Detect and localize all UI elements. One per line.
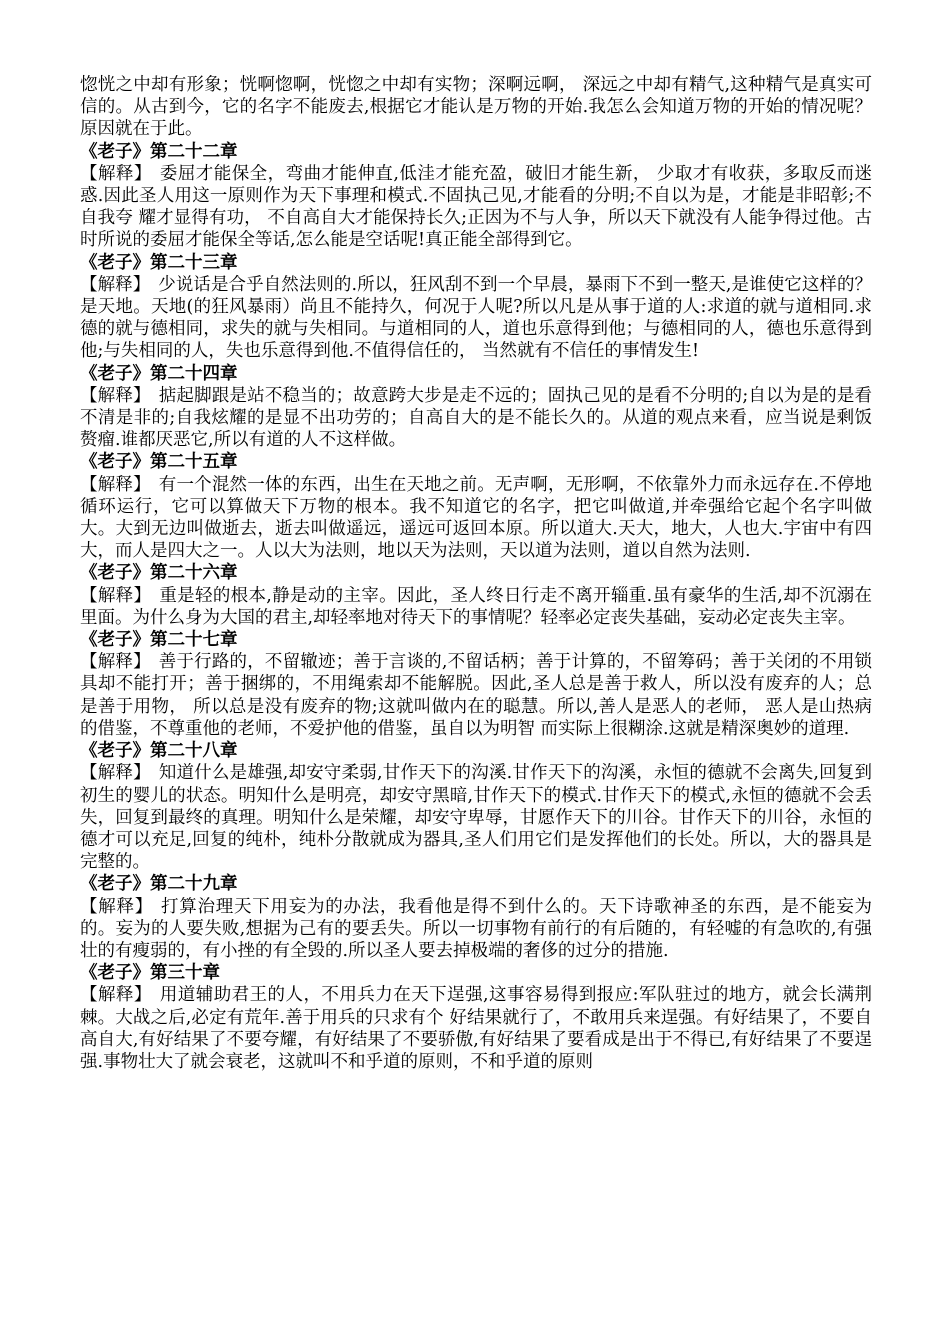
explanation-label: 【解释】 [80,585,152,606]
intro-paragraph: 惚恍之中却有形象；恍啊惚啊，恍惚之中却有实物；深啊远啊， 深远之中却有精气,这种精气是真实可信的。从古到今，它的名字不能废去,根据它才能认是万物的开始.我怎么会知道万物的开始的情况呢？原因就在于此。 [80,75,872,140]
explanation-label: 【解释】 [80,763,151,784]
explanation-label: 【解释】 [80,385,151,406]
chapter-title: 《老子》第二十六章 [80,563,238,584]
chapter-explanation [80,474,872,563]
chapter-26 [80,562,872,629]
chapter-explanation [80,274,872,363]
chapter-30 [80,962,872,1073]
explanation-text: 打算治理天下用妄为的办法，我看他是得不到什么的。天下诗歌神圣的东西，是不能妄为的。妄为的人要失败,想据为己有的要丢失。所以一切事物有前行的有后随的，有轻嘘的有急吹的,有强壮的有瘦弱的，有小挫的有全毁的.所以圣人要去掉极端的奢侈的过分的措施. [80,896,872,961]
explanation-text: 重是轻的根本,静是动的主宰。因此，圣人终日行走不离开辎重.虽有豪华的生活,却不沉溺在里面。为什么身为大国的君主,却轻率地对待天下的事情呢？轻率必定丧失基础，妄动必定丧失主宰。 [80,585,873,628]
chapter-29 [80,873,872,962]
chapter-22 [80,141,872,252]
chapter-explanation [80,762,872,873]
explanation-text: 少说话是合乎自然法则的.所以，狂风刮不到一个早晨，暴雨下不到一整天,是谁使它这样的？是天地。天地(的狂风暴雨）尚且不能持久，何况于人呢?所以凡是从事于道的人:求道的就与道相同.求德的就与德相同，求失的就与失相同。与道相同的人，道也乐意得到他；与德相同的人，德也乐意得到他;与失相同的人，失也乐意得到他.不值得信任的， 当然就有不信任的事情发生! [80,274,873,362]
chapter-title: 《老子》第二十四章 [80,363,238,384]
explanation-label: 【解释】 [80,474,151,495]
chapter-explanation [80,651,872,740]
explanation-text: 知道什么是雄强,却安守柔弱,甘作天下的沟溪.甘作天下的沟溪，永恒的德就不会离失,回复到初生的婴儿的状态。明知什么是明亮，却安守黑暗,甘作天下的模式.甘作天下的模式,永恒的德就不会丢失，回复到最终的真理。明知什么是荣耀，却安守卑辱，甘愿作天下的川谷。甘作天下的川谷，永恒的德才可以充足,回复的纯朴，纯朴分散就成为器具,圣人们用它们是发挥他们的长处。所以，大的器具是完整的。 [80,763,873,873]
explanation-text: 善于行路的，不留辙迹；善于言谈的,不留话柄；善于计算的，不留筹码；善于关闭的不用锁具却不能打开；善于捆绑的，不用绳索却不能解脱。因此,圣人总是善于救人，所以没有废弃的人；总是善于用物， 所以总是没有废弃的物;这就叫做内在的聪慧。所以,善人是恶人的老师， 恶人是山热病的借鉴，不尊重他的老师，不爱护他的借鉴，虽自以为明智 而实际上很糊涂.这就是精深奥妙的道理. [80,652,873,739]
chapter-explanation [80,385,872,452]
explanation-label: 【解释】 [80,274,151,295]
chapter-24 [80,363,872,452]
explanation-text: 用道辅助君王的人，不用兵力在天下逞强,这事容易得到报应:军队驻过的地方，就会长满荆棘。大战之后,必定有荒年.善于用兵的只求有个 好结果就行了，不敢用兵来逞强。有好结果了，不要自高自大,有好结果了不要夸耀，有好结果了不要骄傲,有好结果了要看成是出于不得已,有好结果了不要逞强.事物壮大了就会衰老，这就叫不和乎道的原则，不和乎道的原则 [80,985,872,1072]
chapter-explanation [80,585,872,629]
chapter-27 [80,629,872,740]
explanation-label: 【解释】 [80,163,152,184]
chapter-title: 《老子》第二十五章 [80,452,238,473]
chapter-title: 《老子》第二十八章 [80,741,238,762]
explanation-text: 掂起脚跟是站不稳当的；故意跨大步是走不远的；固执己见的是看不分明的;自以为是的是看不清是非的;自我炫耀的是显不出功劳的；自高自大的是不能长久的。从道的观点来看，应当说是剩饭赘瘤.谁都厌恶它,所以有道的人不这样做。 [80,385,873,451]
chapter-28 [80,740,872,873]
explanation-label: 【解释】 [80,896,153,917]
chapter-title: 《老子》第二十九章 [80,874,238,895]
chapter-title: 《老子》第三十章 [80,963,220,984]
explanation-text: 委屈才能保全，弯曲才能伸直,低洼才能充盈，破旧才能生新， 少取才有收获，多取反而迷惑.因此圣人用这一原则作为天下事理和模式.不固执己见,才能看的分明;不自以为是，才能是非昭彰;不自我夸 耀才显得有功， 不自高自大才能保持长久;正因为不与人争，所以天下就没有人能争得过他。古时所说的委屈才能保全等话,怎么能是空话呢!真正能全部得到它。 [80,163,873,251]
chapter-25 [80,451,872,562]
chapter-explanation [80,163,872,252]
chapter-title: 《老子》第二十三章 [80,252,238,273]
explanation-label: 【解释】 [80,985,152,1006]
chapter-title: 《老子》第二十二章 [80,141,238,162]
explanation-text: 有一个混然一体的东西，出生在天地之前。无声啊，无形啊，不依靠外力而永远存在.不停地循环运行，它可以算做天下万物的根本。我不知道它的名字，把它叫做道,并牵强给它起个名字叫做大。大到无边叫做逝去，逝去叫做遥远，遥远可返回本原。所以道大.天大，地大，人也大.宇宙中有四大，而人是四大之一。人以大为法则，地以天为法则，天以道为法则，道以自然为法则. [80,474,873,562]
chapter-title: 《老子》第二十七章 [80,630,238,651]
document-page [80,74,872,1073]
chapter-23 [80,252,872,363]
chapter-explanation [80,984,872,1073]
chapter-explanation [80,896,872,963]
explanation-label: 【解释】 [80,652,151,673]
